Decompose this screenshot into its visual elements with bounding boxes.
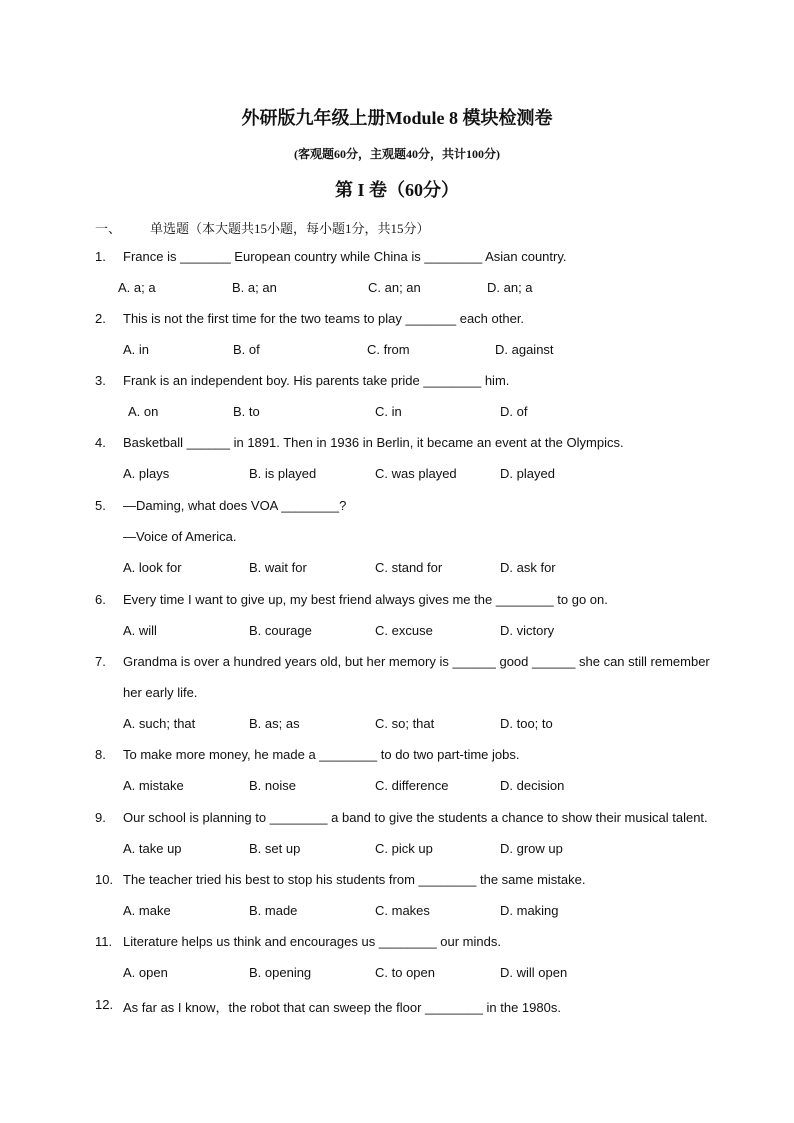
answer-option[interactable]: C. was played	[375, 466, 457, 481]
question-text: Basketball ______ in 1891. Then in 1936 in Berlin, it became an event at the Olympics.	[123, 435, 624, 450]
question-text: The teacher tried his best to stop his students from ________ the same mistake.	[123, 872, 586, 887]
question-text: Frank is an independent boy. His parents take pride ________ him.	[123, 373, 510, 388]
answer-option[interactable]: D. against	[495, 342, 554, 357]
answer-option[interactable]: D. too; to	[500, 716, 553, 731]
answer-option[interactable]: C. so; that	[375, 716, 435, 731]
question-text: To make more money, he made a ________ to do two part-time jobs.	[123, 747, 520, 762]
answer-option[interactable]: A. take up	[123, 841, 182, 856]
question-number: 10.	[95, 872, 114, 887]
answer-option[interactable]: D. making	[500, 903, 559, 918]
answer-option[interactable]: C. makes	[375, 903, 430, 918]
section-title: 单选题（本大题共15小题，每小题1分，共15分）	[150, 221, 430, 236]
answer-option[interactable]: A. will	[123, 623, 157, 638]
answer-option[interactable]: B. noise	[249, 778, 296, 793]
question-number: 4.	[95, 435, 106, 450]
question-text: This is not the first time for the two teams to play _______ each other.	[123, 311, 525, 326]
answer-option[interactable]: C. from	[367, 342, 410, 357]
answer-option[interactable]: D. will open	[500, 965, 568, 980]
answer-option[interactable]: C. an; an	[368, 280, 421, 295]
answer-option[interactable]: B. set up	[249, 841, 301, 856]
answer-option[interactable]: B. of	[233, 342, 260, 357]
answer-option[interactable]: A. in	[123, 342, 150, 357]
question-number: 8.	[95, 747, 106, 762]
answer-option[interactable]: B. wait for	[249, 560, 307, 575]
question-text: France is _______ European country while China is ________ Asian country.	[123, 249, 567, 264]
answer-option[interactable]: B. a; an	[232, 280, 277, 295]
answer-option[interactable]: D. victory	[500, 623, 555, 638]
section-number: 一、	[95, 221, 122, 236]
answer-option[interactable]: C. stand for	[375, 560, 443, 575]
answer-option[interactable]: D. played	[500, 466, 555, 481]
question-text: Grandma is over a hundred years old, but her memory is ______ good ______ she can still remember	[123, 654, 710, 669]
answer-option[interactable]: D. decision	[500, 778, 565, 793]
question-text: Literature helps us think and encourages us ________ our minds.	[123, 934, 501, 949]
answer-option[interactable]: A. open	[123, 965, 168, 980]
question-number: 9.	[95, 810, 106, 825]
answer-option[interactable]: B. courage	[249, 623, 312, 638]
answer-option[interactable]: A. a; a	[118, 280, 156, 295]
answer-option[interactable]: D. an; a	[487, 280, 533, 295]
question-continuation: —Voice of America.	[123, 529, 237, 544]
answer-option[interactable]: C. in	[375, 404, 402, 419]
question-number: 6.	[95, 592, 106, 607]
answer-option[interactable]: C. excuse	[375, 623, 433, 638]
question-text: As far as I know，the robot that can sweep the floor ________ in the 1980s.	[123, 1000, 561, 1015]
question-number: 3.	[95, 373, 106, 388]
answer-option[interactable]: C. pick up	[375, 841, 433, 856]
document-title: 外研版九年级上册Module 8 模块检测卷	[241, 108, 553, 128]
question-number: 2.	[95, 311, 106, 326]
question-number: 11.	[95, 934, 113, 949]
answer-option[interactable]: B. is played	[249, 466, 317, 481]
question-text: —Daming, what does VOA ________?	[123, 498, 347, 513]
part-heading: 第 I 卷（60分）	[334, 180, 459, 200]
question-number: 5.	[95, 498, 106, 513]
answer-option[interactable]: B. opening	[249, 965, 312, 980]
answer-option[interactable]: A. such; that	[123, 716, 196, 731]
answer-option[interactable]: B. made	[249, 903, 298, 918]
answer-option[interactable]: A. plays	[123, 466, 170, 481]
answer-option[interactable]: D. ask for	[500, 560, 556, 575]
answer-option[interactable]: A. on	[128, 404, 159, 419]
answer-option[interactable]: D. of	[500, 404, 528, 419]
section-heading	[95, 218, 430, 237]
question-text: Every time I want to give up, my best friend always gives me the ________ to go on.	[123, 592, 608, 607]
answer-option[interactable]: A. look for	[123, 560, 182, 575]
answer-option[interactable]: A. make	[123, 903, 171, 918]
question-number: 12.	[95, 997, 114, 1012]
question-continuation: her early life.	[123, 685, 198, 700]
answer-option[interactable]: C. difference	[375, 778, 449, 793]
answer-option[interactable]: B. to	[233, 404, 260, 419]
question-text: Our school is planning to ________ a band to give the students a chance to show their musical talent.	[123, 810, 708, 825]
answer-option[interactable]: B. as; as	[249, 716, 300, 731]
question-number: 1.	[95, 249, 106, 264]
answer-option[interactable]: C. to open	[375, 965, 435, 980]
answer-option[interactable]: A. mistake	[123, 778, 184, 793]
question-number: 7.	[95, 654, 106, 669]
document-subtitle: (客观题60分，主观题40分，共计100分)	[294, 147, 500, 161]
answer-option[interactable]: D. grow up	[500, 841, 563, 856]
